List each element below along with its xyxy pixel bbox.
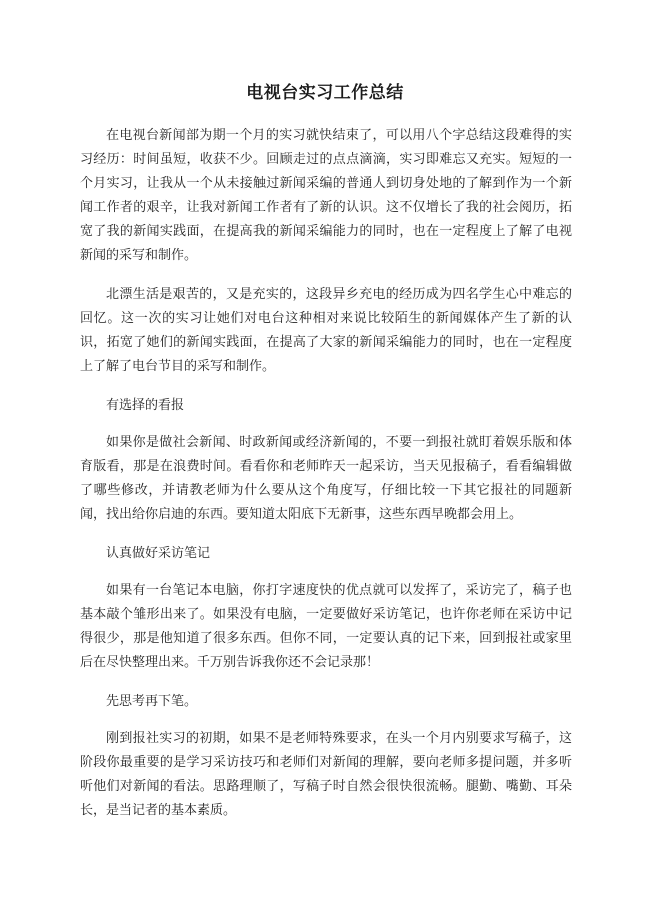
paragraph-intro: 在电视台新闻部为期一个月的实习就快结束了，可以用八个字总结这段难得的实习经历：时间虽短，收获不少。回顾走过的点点滴滴，实习即难忘又充实。短短的一个月实习，让我从一个从未接触过新闻采编的普通人到切身处地的了解到作为一个新闻工作者的艰辛，让我对新闻工作者有了新的认识。这不仅增长了我的社会阅历，拓宽了我的新闻实践面，在提高我的新闻采编能力的同时，也在一定程度上了解了电视新闻的采写和制作。	[80, 128, 572, 263]
paragraph-beipiao: 北漂生活是艰苦的，又是充实的，这段异乡充电的经历成为四名学生心中难忘的回忆。这一次的实习让她们对电台这种相对来说比较陌生的新闻媒体产生了新的认识，拓宽了她们的新闻实践面，在提高了大家的新闻采编能力的同时，也在一定程度上了解了电台节目的采写和制作。	[80, 287, 572, 374]
section-heading-notes: 认真做好采访笔记	[106, 546, 211, 561]
paragraph-thinking: 刚到报社实习的初期，如果不是老师特殊要求，在头一个月内别要求写稿子，这阶段你最重要的是学习采访技巧和老师们对新闻的理解，要向老师多提问题，并多听听他们对新闻的看法。思路理顺了，写稿子时自然会很快很流畅。腿勤、嘴勤、耳朵长，是当记者的基本素质。	[80, 731, 572, 818]
section-heading-thinking: 先思考再下笔。	[106, 694, 198, 709]
paragraph-notes: 如果有一台笔记本电脑，你打字速度快的优点就可以发挥了，采访完了，稿子也基本敲个雏形出来了。如果没有电脑，一定要做好采访笔记，也许你老师在采访中记得很少，那是他知道了很多东西。但你不同，一定要认真的记下来，回到报社或家里后在尽快整理出来。千万别告诉我你还不会记录那！	[80, 583, 572, 670]
document-title: 电视台实习工作总结	[246, 83, 404, 103]
document-body	[80, 124, 572, 838]
paragraph-reading: 如果你是做社会新闻、时政新闻或经济新闻的，不要一到报社就盯着娱乐版和体育版看，那是在浪费时间。看看你和老师昨天一起采访，当天见报稿子，看看编辑做了哪些修改，并请教老师为什么要从这个角度写，仔细比较一下其它报社的同题新闻，找出给你启迪的东西。要知道太阳底下无新事，这些东西早晚都会用上。	[80, 435, 572, 522]
section-heading-reading: 有选择的看报	[106, 398, 185, 413]
